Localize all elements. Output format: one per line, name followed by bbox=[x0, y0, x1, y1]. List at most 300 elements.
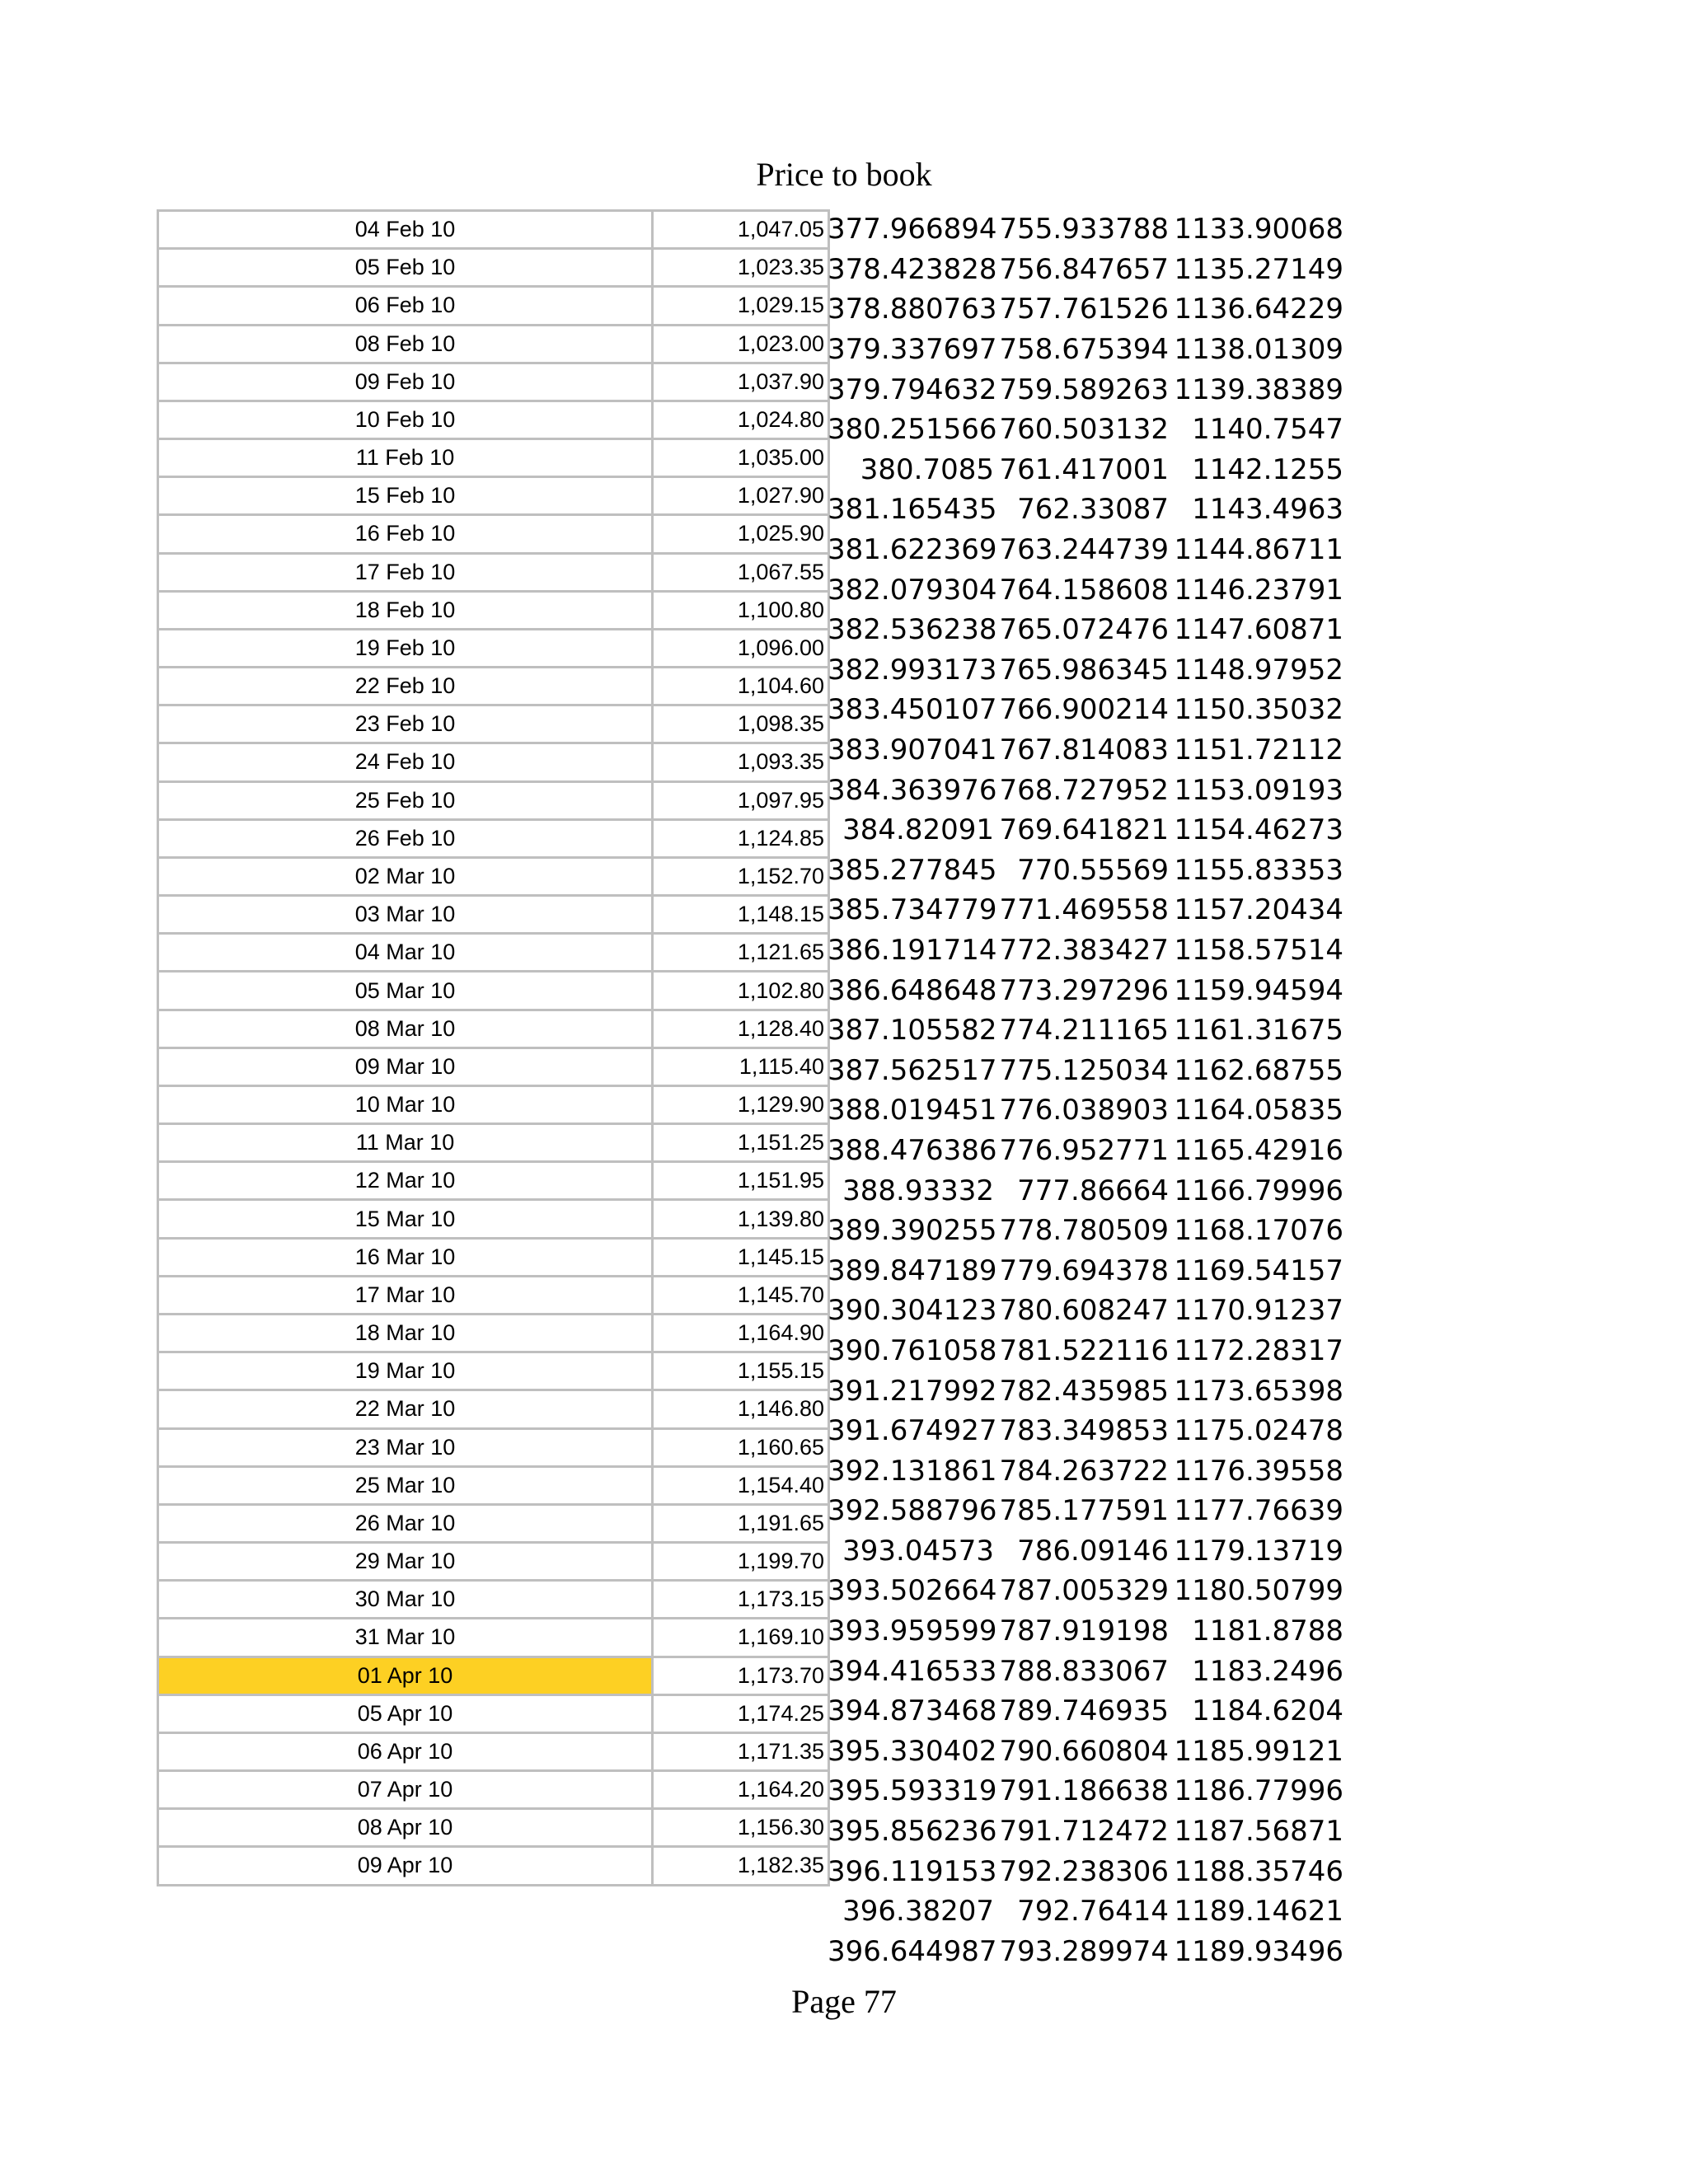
value-2: 765.986345 bbox=[999, 653, 1169, 687]
value-2: 765.072476 bbox=[999, 613, 1169, 647]
value-1: 383.450107 bbox=[828, 693, 997, 727]
value-1: 393.04573 bbox=[842, 1534, 994, 1568]
value-1: 389.390255 bbox=[828, 1214, 997, 1248]
date-cell[interactable]: 26 Mar 10 bbox=[158, 1504, 653, 1542]
price-table bbox=[157, 209, 830, 1886]
price-cell[interactable]: 1,182.35 bbox=[653, 1847, 829, 1885]
value-row bbox=[828, 930, 1343, 971]
value-row bbox=[828, 1691, 1343, 1732]
value-1: 391.674927 bbox=[828, 1414, 997, 1448]
price-cell[interactable]: 1,164.20 bbox=[653, 1771, 829, 1809]
value-2: 771.469558 bbox=[999, 893, 1169, 927]
value-3: 1184.6204 bbox=[1192, 1694, 1343, 1728]
value-3: 1157.20434 bbox=[1174, 893, 1343, 927]
price-cell[interactable]: 1,121.65 bbox=[653, 934, 829, 972]
value-row bbox=[828, 450, 1343, 490]
value-row bbox=[828, 1531, 1343, 1572]
table-row bbox=[158, 781, 829, 819]
value-1: 388.476386 bbox=[828, 1133, 997, 1167]
value-3: 1142.1255 bbox=[1192, 452, 1343, 486]
table-row bbox=[158, 477, 829, 515]
date-cell[interactable]: 09 Feb 10 bbox=[158, 363, 653, 401]
value-1: 395.856236 bbox=[828, 1815, 997, 1849]
date-cell[interactable]: 03 Mar 10 bbox=[158, 896, 653, 934]
value-3: 1138.01309 bbox=[1174, 333, 1343, 367]
value-2: 755.933788 bbox=[999, 213, 1169, 246]
table-row bbox=[158, 211, 829, 249]
value-3: 1159.94594 bbox=[1174, 973, 1343, 1007]
table-row bbox=[158, 1543, 829, 1581]
table-row bbox=[158, 1276, 829, 1314]
value-row bbox=[828, 1090, 1343, 1131]
value-row bbox=[828, 569, 1343, 610]
price-cell[interactable]: 1,139.80 bbox=[653, 1200, 829, 1238]
table-row bbox=[158, 934, 829, 972]
date-cell[interactable]: 07 Apr 10 bbox=[158, 1771, 653, 1809]
date-cell[interactable]: 08 Feb 10 bbox=[158, 325, 653, 363]
table-row bbox=[158, 1124, 829, 1162]
value-2: 792.76414 bbox=[1017, 1895, 1169, 1929]
table-row bbox=[158, 553, 829, 591]
price-cell[interactable]: 1,098.35 bbox=[653, 705, 829, 743]
value-2: 762.33087 bbox=[1017, 493, 1169, 527]
date-cell[interactable]: 23 Mar 10 bbox=[158, 1428, 653, 1466]
date-cell[interactable]: 17 Mar 10 bbox=[158, 1276, 653, 1314]
date-cell[interactable]: 16 Mar 10 bbox=[158, 1238, 653, 1276]
value-2: 791.712472 bbox=[999, 1815, 1169, 1849]
date-cell[interactable]: 19 Mar 10 bbox=[158, 1352, 653, 1390]
value-1: 386.191714 bbox=[828, 933, 997, 967]
date-cell[interactable]: 12 Mar 10 bbox=[158, 1162, 653, 1200]
price-cell[interactable]: 1,104.60 bbox=[653, 668, 829, 705]
value-1: 395.330402 bbox=[828, 1734, 997, 1768]
value-2: 789.746935 bbox=[999, 1694, 1169, 1728]
value-2: 785.177591 bbox=[999, 1494, 1169, 1528]
value-1: 391.217992 bbox=[828, 1374, 997, 1408]
date-cell[interactable]: 18 Mar 10 bbox=[158, 1314, 653, 1352]
value-3: 1143.4963 bbox=[1192, 493, 1343, 527]
table-row bbox=[158, 1694, 829, 1732]
value-1: 392.131861 bbox=[828, 1454, 997, 1488]
value-row bbox=[828, 250, 1343, 290]
value-2: 756.847657 bbox=[999, 252, 1169, 286]
date-cell[interactable]: 30 Mar 10 bbox=[158, 1581, 653, 1619]
value-row bbox=[828, 610, 1343, 650]
value-row bbox=[828, 530, 1343, 570]
value-3: 1144.86711 bbox=[1174, 533, 1343, 567]
value-2: 792.238306 bbox=[999, 1854, 1169, 1888]
date-cell[interactable]: 16 Feb 10 bbox=[158, 515, 653, 553]
table-row bbox=[158, 896, 829, 934]
price-cell[interactable]: 1,102.80 bbox=[653, 972, 829, 1010]
value-1: 377.966894 bbox=[828, 213, 997, 246]
value-3: 1175.02478 bbox=[1174, 1414, 1343, 1448]
date-cell[interactable]: 11 Mar 10 bbox=[158, 1124, 653, 1162]
price-cell[interactable]: 1,171.35 bbox=[653, 1732, 829, 1770]
table-row bbox=[158, 972, 829, 1010]
value-1: 388.93332 bbox=[842, 1174, 994, 1207]
value-1: 379.794632 bbox=[828, 373, 997, 406]
table-row bbox=[158, 1847, 829, 1885]
value-2: 779.694378 bbox=[999, 1254, 1169, 1287]
table-row bbox=[158, 439, 829, 477]
value-row bbox=[828, 1891, 1343, 1932]
date-cell[interactable]: 22 Feb 10 bbox=[158, 668, 653, 705]
value-row bbox=[828, 1010, 1343, 1051]
value-1: 384.82091 bbox=[842, 813, 994, 847]
table-row bbox=[158, 1390, 829, 1428]
value-1: 396.38207 bbox=[842, 1895, 994, 1929]
value-2: 767.814083 bbox=[999, 733, 1169, 767]
value-2: 783.349853 bbox=[999, 1414, 1169, 1448]
price-cell[interactable]: 1,023.35 bbox=[653, 249, 829, 287]
value-2: 758.675394 bbox=[999, 333, 1169, 367]
value-2: 770.55569 bbox=[1017, 853, 1169, 887]
value-2: 768.727952 bbox=[999, 773, 1169, 807]
price-cell[interactable]: 1,152.70 bbox=[653, 857, 829, 895]
table-row bbox=[158, 1428, 829, 1466]
page-title: Price to book bbox=[756, 156, 932, 193]
value-3: 1165.42916 bbox=[1174, 1133, 1343, 1167]
value-2: 760.503132 bbox=[999, 413, 1169, 447]
price-cell[interactable]: 1,096.00 bbox=[653, 629, 829, 667]
price-cell[interactable]: 1,115.40 bbox=[653, 1047, 829, 1085]
date-cell[interactable]: 08 Apr 10 bbox=[158, 1809, 653, 1847]
price-cell[interactable]: 1,173.15 bbox=[653, 1581, 829, 1619]
value-3: 1166.79996 bbox=[1174, 1174, 1343, 1207]
value-2: 778.780509 bbox=[999, 1214, 1169, 1248]
price-cell[interactable]: 1,145.15 bbox=[653, 1238, 829, 1276]
table-row bbox=[158, 1314, 829, 1352]
value-1: 381.622369 bbox=[828, 533, 997, 567]
value-row bbox=[828, 1331, 1343, 1371]
table-row bbox=[158, 1581, 829, 1619]
value-3: 1168.17076 bbox=[1174, 1214, 1343, 1248]
value-2: 791.186638 bbox=[999, 1774, 1169, 1808]
value-3: 1154.46273 bbox=[1174, 813, 1343, 847]
value-1: 379.337697 bbox=[828, 333, 997, 367]
date-cell[interactable]: 06 Apr 10 bbox=[158, 1732, 653, 1770]
value-3: 1170.91237 bbox=[1174, 1294, 1343, 1328]
table-row bbox=[158, 1732, 829, 1770]
value-row bbox=[828, 1451, 1343, 1491]
value-3: 1188.35746 bbox=[1174, 1854, 1343, 1888]
value-3: 1136.64229 bbox=[1174, 293, 1343, 326]
table-row bbox=[158, 1352, 829, 1390]
date-cell[interactable]: 23 Feb 10 bbox=[158, 705, 653, 743]
table-row bbox=[158, 591, 829, 629]
value-row bbox=[828, 1170, 1343, 1211]
date-cell[interactable]: 15 Feb 10 bbox=[158, 477, 653, 515]
value-1: 386.648648 bbox=[828, 973, 997, 1007]
value-3: 1179.13719 bbox=[1174, 1534, 1343, 1568]
value-2: 782.435985 bbox=[999, 1374, 1169, 1408]
table-row bbox=[158, 363, 829, 401]
value-1: 387.105582 bbox=[828, 1014, 997, 1047]
value-3: 1158.57514 bbox=[1174, 933, 1343, 967]
value-row bbox=[828, 690, 1343, 730]
table-row bbox=[158, 1047, 829, 1085]
value-row bbox=[828, 810, 1343, 851]
price-cell[interactable]: 1,027.90 bbox=[653, 477, 829, 515]
price-table-body bbox=[158, 211, 829, 1886]
price-cell[interactable]: 1,164.90 bbox=[653, 1314, 829, 1352]
value-1: 380.7085 bbox=[860, 452, 994, 486]
price-cell[interactable]: 1,129.90 bbox=[653, 1085, 829, 1123]
value-2: 764.158608 bbox=[999, 573, 1169, 607]
value-2: 769.641821 bbox=[999, 813, 1169, 847]
value-2: 763.244739 bbox=[999, 533, 1169, 567]
value-2: 772.383427 bbox=[999, 933, 1169, 967]
date-cell[interactable]: 10 Feb 10 bbox=[158, 401, 653, 438]
value-2: 780.608247 bbox=[999, 1294, 1169, 1328]
value-3: 1186.77996 bbox=[1174, 1774, 1343, 1808]
value-1: 390.761058 bbox=[828, 1333, 997, 1367]
value-2: 761.417001 bbox=[999, 452, 1169, 486]
price-cell[interactable]: 1,024.80 bbox=[653, 401, 829, 438]
value-1: 382.079304 bbox=[828, 573, 997, 607]
value-2: 777.86664 bbox=[1017, 1174, 1169, 1207]
price-cell[interactable]: 1,145.70 bbox=[653, 1276, 829, 1314]
value-1: 395.593319 bbox=[828, 1774, 997, 1808]
date-cell[interactable]: 29 Mar 10 bbox=[158, 1543, 653, 1581]
table-row bbox=[158, 1238, 829, 1276]
value-1: 396.119153 bbox=[828, 1854, 997, 1888]
value-2: 786.09146 bbox=[1017, 1534, 1169, 1568]
price-cell[interactable]: 1,023.00 bbox=[653, 325, 829, 363]
value-row bbox=[828, 730, 1343, 771]
value-2: 793.289974 bbox=[999, 1934, 1169, 1968]
value-row bbox=[828, 209, 1343, 250]
date-cell[interactable]: 10 Mar 10 bbox=[158, 1085, 653, 1123]
price-cell[interactable]: 1,156.30 bbox=[653, 1809, 829, 1847]
price-cell[interactable]: 1,047.05 bbox=[653, 211, 829, 249]
table-row bbox=[158, 1162, 829, 1200]
value-1: 385.734779 bbox=[828, 893, 997, 927]
value-columns bbox=[828, 209, 1343, 1971]
value-row bbox=[828, 1611, 1343, 1652]
value-3: 1153.09193 bbox=[1174, 773, 1343, 807]
value-3: 1183.2496 bbox=[1192, 1654, 1343, 1688]
price-cell[interactable]: 1,154.40 bbox=[653, 1466, 829, 1504]
table-row bbox=[158, 1085, 829, 1123]
value-row bbox=[828, 1250, 1343, 1291]
value-2: 759.589263 bbox=[999, 373, 1169, 406]
value-3: 1140.7547 bbox=[1192, 413, 1343, 447]
value-3: 1176.39558 bbox=[1174, 1454, 1343, 1488]
date-cell[interactable]: 24 Feb 10 bbox=[158, 743, 653, 781]
date-cell[interactable]: 26 Feb 10 bbox=[158, 819, 653, 857]
value-1: 394.873468 bbox=[828, 1694, 997, 1728]
table-row bbox=[158, 857, 829, 895]
price-cell[interactable]: 1,169.10 bbox=[653, 1619, 829, 1657]
value-row bbox=[828, 1932, 1343, 1972]
value-3: 1169.54157 bbox=[1174, 1254, 1343, 1287]
price-cell[interactable]: 1,146.80 bbox=[653, 1390, 829, 1428]
price-cell[interactable]: 1,097.95 bbox=[653, 781, 829, 819]
value-1: 378.880763 bbox=[828, 293, 997, 326]
date-cell[interactable]: 15 Mar 10 bbox=[158, 1200, 653, 1238]
date-cell[interactable]: 05 Mar 10 bbox=[158, 972, 653, 1010]
value-1: 389.847189 bbox=[828, 1254, 997, 1287]
value-row bbox=[828, 490, 1343, 530]
price-cell[interactable]: 1,093.35 bbox=[653, 743, 829, 781]
value-row bbox=[828, 410, 1343, 450]
table-row bbox=[158, 1771, 829, 1809]
date-cell[interactable]: 25 Mar 10 bbox=[158, 1466, 653, 1504]
table-row bbox=[158, 325, 829, 363]
table-row bbox=[158, 819, 829, 857]
date-cell[interactable]: 06 Feb 10 bbox=[158, 287, 653, 325]
value-row bbox=[828, 1851, 1343, 1891]
date-cell[interactable]: 01 Apr 10 bbox=[158, 1657, 653, 1694]
price-cell[interactable]: 1,128.40 bbox=[653, 1010, 829, 1047]
price-cell[interactable]: 1,124.85 bbox=[653, 819, 829, 857]
date-cell[interactable]: 04 Mar 10 bbox=[158, 934, 653, 972]
price-cell[interactable]: 1,155.15 bbox=[653, 1352, 829, 1390]
value-2: 790.660804 bbox=[999, 1734, 1169, 1768]
value-2: 784.263722 bbox=[999, 1454, 1169, 1488]
value-row bbox=[828, 1131, 1343, 1171]
date-cell[interactable]: 05 Apr 10 bbox=[158, 1694, 653, 1732]
value-3: 1185.99121 bbox=[1174, 1734, 1343, 1768]
value-1: 380.251566 bbox=[828, 413, 997, 447]
table-row bbox=[158, 1619, 829, 1657]
value-row bbox=[828, 970, 1343, 1010]
price-cell[interactable]: 1,160.65 bbox=[653, 1428, 829, 1466]
value-2: 776.038903 bbox=[999, 1094, 1169, 1127]
value-1: 396.644987 bbox=[828, 1934, 997, 1968]
table-row bbox=[158, 1657, 829, 1694]
date-cell[interactable]: 25 Feb 10 bbox=[158, 781, 653, 819]
value-row bbox=[828, 1651, 1343, 1691]
value-1: 382.993173 bbox=[828, 653, 997, 687]
value-3: 1162.68755 bbox=[1174, 1053, 1343, 1087]
value-3: 1189.14621 bbox=[1174, 1895, 1343, 1929]
table-row bbox=[158, 743, 829, 781]
table-row bbox=[158, 1200, 829, 1238]
table-row bbox=[158, 249, 829, 287]
value-3: 1177.76639 bbox=[1174, 1494, 1343, 1528]
value-1: 385.277845 bbox=[828, 853, 997, 887]
value-row bbox=[828, 1571, 1343, 1611]
value-1: 392.588796 bbox=[828, 1494, 997, 1528]
value-1: 393.959599 bbox=[828, 1615, 997, 1648]
date-cell[interactable]: 08 Mar 10 bbox=[158, 1010, 653, 1047]
value-row bbox=[828, 1811, 1343, 1852]
value-1: 393.502664 bbox=[828, 1574, 997, 1608]
value-3: 1164.05835 bbox=[1174, 1094, 1343, 1127]
table-row bbox=[158, 1809, 829, 1847]
price-cell[interactable]: 1,199.70 bbox=[653, 1543, 829, 1581]
value-row bbox=[828, 1371, 1343, 1411]
value-row bbox=[828, 1291, 1343, 1331]
value-row bbox=[828, 770, 1343, 810]
value-3: 1180.50799 bbox=[1174, 1574, 1343, 1608]
value-3: 1150.35032 bbox=[1174, 693, 1343, 727]
value-2: 787.005329 bbox=[999, 1574, 1169, 1608]
value-row bbox=[828, 1491, 1343, 1531]
value-1: 390.304123 bbox=[828, 1294, 997, 1328]
value-2: 788.833067 bbox=[999, 1654, 1169, 1688]
table-row bbox=[158, 1010, 829, 1047]
value-row bbox=[828, 650, 1343, 691]
value-row bbox=[828, 890, 1343, 930]
price-cell[interactable]: 1,173.70 bbox=[653, 1657, 829, 1694]
price-cell[interactable]: 1,035.00 bbox=[653, 439, 829, 477]
price-cell[interactable]: 1,174.25 bbox=[653, 1694, 829, 1732]
price-cell[interactable]: 1,151.95 bbox=[653, 1162, 829, 1200]
price-cell[interactable]: 1,025.90 bbox=[653, 515, 829, 553]
value-row bbox=[828, 1732, 1343, 1772]
table-row bbox=[158, 668, 829, 705]
date-cell[interactable]: 04 Feb 10 bbox=[158, 211, 653, 249]
value-3: 1133.90068 bbox=[1174, 213, 1343, 246]
value-row bbox=[828, 289, 1343, 330]
value-row bbox=[828, 1050, 1343, 1090]
value-1: 381.165435 bbox=[828, 493, 997, 527]
value-row bbox=[828, 851, 1343, 891]
date-cell[interactable]: 09 Mar 10 bbox=[158, 1047, 653, 1085]
price-cell[interactable]: 1,191.65 bbox=[653, 1504, 829, 1542]
value-row bbox=[828, 1771, 1343, 1811]
date-cell[interactable]: 31 Mar 10 bbox=[158, 1619, 653, 1657]
value-2: 766.900214 bbox=[999, 693, 1169, 727]
date-cell[interactable]: 19 Feb 10 bbox=[158, 629, 653, 667]
value-3: 1172.28317 bbox=[1174, 1333, 1343, 1367]
table-row bbox=[158, 705, 829, 743]
price-cell[interactable]: 1,100.80 bbox=[653, 591, 829, 629]
table-row bbox=[158, 401, 829, 438]
price-cell[interactable]: 1,029.15 bbox=[653, 287, 829, 325]
table-row bbox=[158, 515, 829, 553]
date-cell[interactable]: 17 Feb 10 bbox=[158, 553, 653, 591]
value-3: 1187.56871 bbox=[1174, 1815, 1343, 1849]
value-2: 781.522116 bbox=[999, 1333, 1169, 1367]
table-row bbox=[158, 1466, 829, 1504]
value-1: 378.423828 bbox=[828, 252, 997, 286]
value-3: 1161.31675 bbox=[1174, 1014, 1343, 1047]
date-cell[interactable]: 18 Feb 10 bbox=[158, 591, 653, 629]
date-cell[interactable]: 11 Feb 10 bbox=[158, 439, 653, 477]
value-row bbox=[828, 1411, 1343, 1451]
price-cell[interactable]: 1,067.55 bbox=[653, 553, 829, 591]
value-row bbox=[828, 369, 1343, 410]
value-3: 1135.27149 bbox=[1174, 252, 1343, 286]
date-cell[interactable]: 22 Mar 10 bbox=[158, 1390, 653, 1428]
value-3: 1189.93496 bbox=[1174, 1934, 1343, 1968]
value-1: 382.536238 bbox=[828, 613, 997, 647]
price-cell[interactable]: 1,037.90 bbox=[653, 363, 829, 401]
value-row bbox=[828, 330, 1343, 370]
price-cell[interactable]: 1,148.15 bbox=[653, 896, 829, 934]
value-1: 384.363976 bbox=[828, 773, 997, 807]
value-2: 776.952771 bbox=[999, 1133, 1169, 1167]
value-2: 757.761526 bbox=[999, 293, 1169, 326]
price-cell[interactable]: 1,151.25 bbox=[653, 1124, 829, 1162]
date-cell[interactable]: 05 Feb 10 bbox=[158, 249, 653, 287]
value-2: 773.297296 bbox=[999, 973, 1169, 1007]
date-cell[interactable]: 09 Apr 10 bbox=[158, 1847, 653, 1885]
value-3: 1139.38389 bbox=[1174, 373, 1343, 406]
table-row bbox=[158, 1504, 829, 1542]
value-3: 1181.8788 bbox=[1192, 1615, 1343, 1648]
value-3: 1146.23791 bbox=[1174, 573, 1343, 607]
value-2: 775.125034 bbox=[999, 1053, 1169, 1087]
value-2: 774.211165 bbox=[999, 1014, 1169, 1047]
date-cell[interactable]: 02 Mar 10 bbox=[158, 857, 653, 895]
value-1: 387.562517 bbox=[828, 1053, 997, 1087]
